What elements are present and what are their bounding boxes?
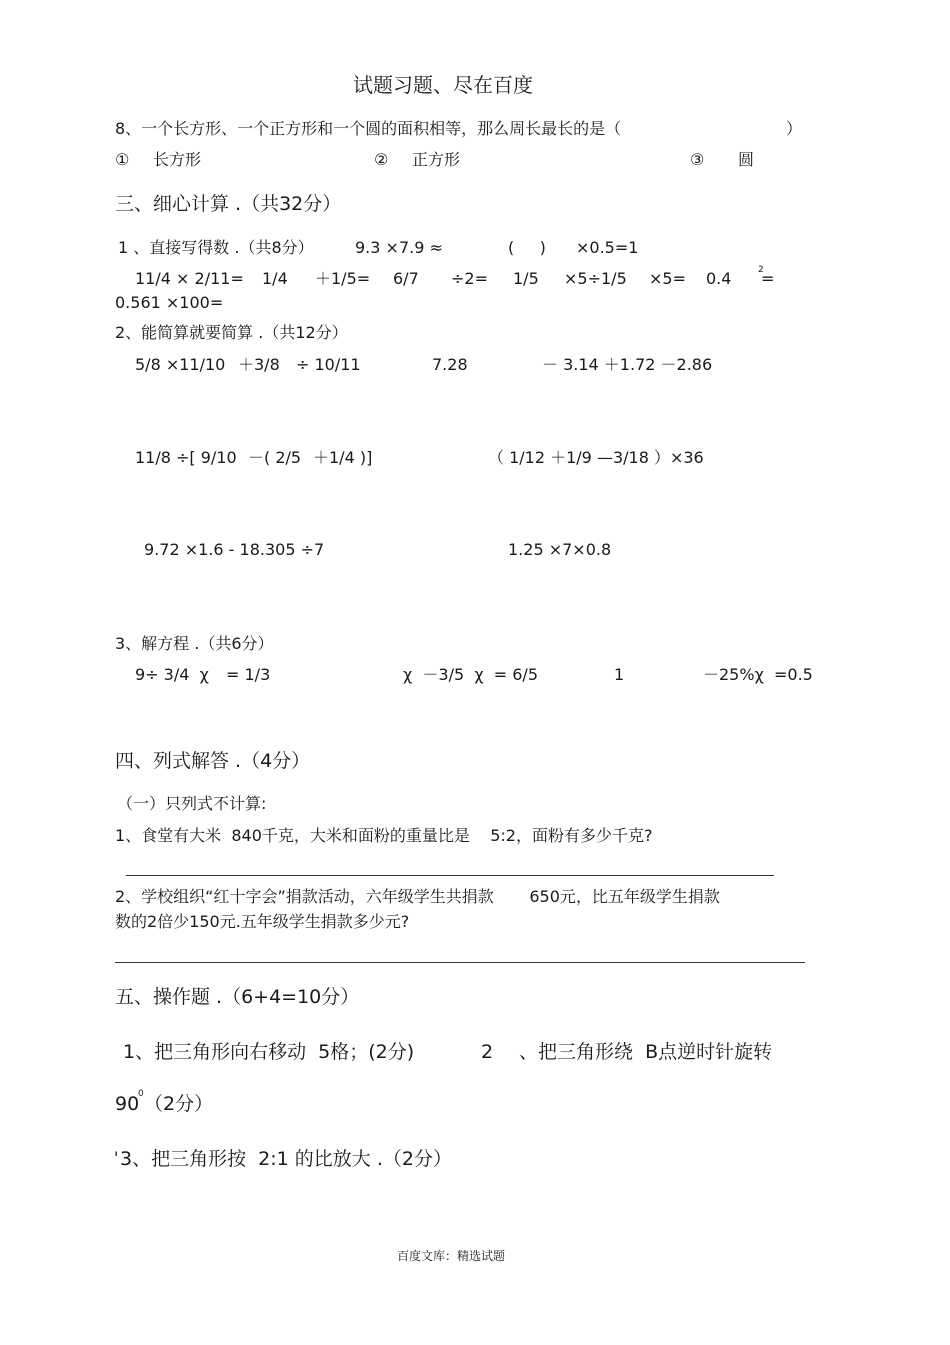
calc-item: ＋1/4 )] [313, 448, 373, 467]
calc-item: 11/4 × 2/11= [135, 269, 244, 288]
q8-option-3-marker: ③ [690, 150, 705, 169]
calc-item: = [761, 269, 775, 288]
calc-item: －( 2/5 [248, 448, 302, 467]
equation: －25%χ =0.5 [703, 665, 813, 684]
section4-title: 四、列式解答 .（4分） [115, 750, 311, 772]
section3-title: 三、细心计算 .（共32分） [115, 193, 342, 215]
answer-line [115, 962, 805, 963]
calc-item: ×0.5=1 [576, 238, 639, 257]
calc-item: 1/5 [513, 269, 539, 288]
q8-close-paren: ） [786, 119, 803, 138]
word-problem-1: 1、食堂有大米 840千克，大米和面粉的重量比是 5:2，面粉有多少千克? [115, 826, 653, 845]
page-title: 试题习题、尽在百度 [353, 73, 533, 97]
calc-item: 1.25 ×7×0.8 [508, 540, 612, 559]
q8-option-2-label: 正方形 [412, 150, 461, 169]
section5-title: 五、操作题 .（6+4=10分） [115, 986, 360, 1008]
part3-title: 3、解方程 .（共6分） [115, 634, 274, 653]
calc-item: （ 1/12 ＋1/9 —3/18 ）×36 [488, 448, 704, 467]
section4-subtitle: （一）只列式不计算: [117, 794, 267, 813]
operation-2: 、把三角形绕 B点逆时针旋转 [519, 1041, 773, 1063]
superscript: 2 [758, 265, 764, 275]
calc-item: 9.3 ×7.9 ≈ [355, 238, 443, 257]
word-problem-2-cont: 数的2倍少150元.五年级学生捐款多少元? [115, 912, 410, 931]
word-problem-2: 2、学校组织“红十字会”捐款活动，六年级学生共捐款 650元，比五年级学生捐款 [115, 887, 720, 906]
q8-option-3-label: 圆 [738, 150, 755, 169]
answer-blank: ( ) [508, 238, 546, 257]
q8-option-2-marker: ② [374, 150, 389, 169]
part2-title: 2、能简算就要简算 .（共12分） [115, 323, 348, 342]
calc-item: 0.561 ×100= [115, 293, 224, 312]
calc-item: 0.4 [706, 269, 732, 288]
calc-item: ×5= [649, 269, 686, 288]
operation-2-cont: 90 [115, 1093, 140, 1115]
calc-item: 5/8 ×11/10 [135, 355, 226, 374]
stray-mark: ' [114, 1148, 119, 1167]
q8-option-1-marker: ① [115, 150, 130, 169]
equation: χ －3/5 χ = 6/5 [403, 665, 538, 684]
calc-item: ÷ 10/11 [296, 355, 361, 374]
footer-text: 百度文库：精选试题 [397, 1249, 506, 1263]
answer-line [126, 875, 774, 876]
operation-2-number: 2 [481, 1041, 494, 1063]
calc-item: ×5÷1/5 [564, 269, 627, 288]
operation-3: 3、把三角形按 2:1 的比放大 .（2分） [120, 1148, 452, 1170]
calc-item: ＋3/8 [238, 355, 280, 374]
calc-item: ÷2= [451, 269, 488, 288]
calc-item: 7.28 [432, 355, 468, 374]
calc-item: 11/8 ÷[ 9/10 [135, 448, 237, 467]
calc-item: 1/4 [262, 269, 288, 288]
equation: 1 [614, 665, 625, 684]
operation-2-score: （2分） [144, 1093, 214, 1115]
equation: 9÷ 3/4 χ [135, 665, 209, 684]
equation: = 1/3 [226, 665, 271, 684]
calc-item: － 3.14 ＋1.72 －2.86 [542, 355, 713, 374]
q8-question: 8、一个长方形、一个正方形和一个圆的面积相等，那么周长最长的是（ [115, 119, 622, 138]
calc-item: 9.72 ×1.6 - 18.305 ÷7 [144, 540, 325, 559]
part1-title: 1 、直接写得数 .（共8分） [118, 238, 314, 257]
calc-item: 6/7 [393, 269, 419, 288]
calc-item: ＋1/5= [315, 269, 371, 288]
operation-1: 1、把三角形向右移动 5格；(2分) [123, 1041, 415, 1063]
q8-option-1-label: 长方形 [153, 150, 202, 169]
degree-superscript: 0 [138, 1089, 144, 1099]
